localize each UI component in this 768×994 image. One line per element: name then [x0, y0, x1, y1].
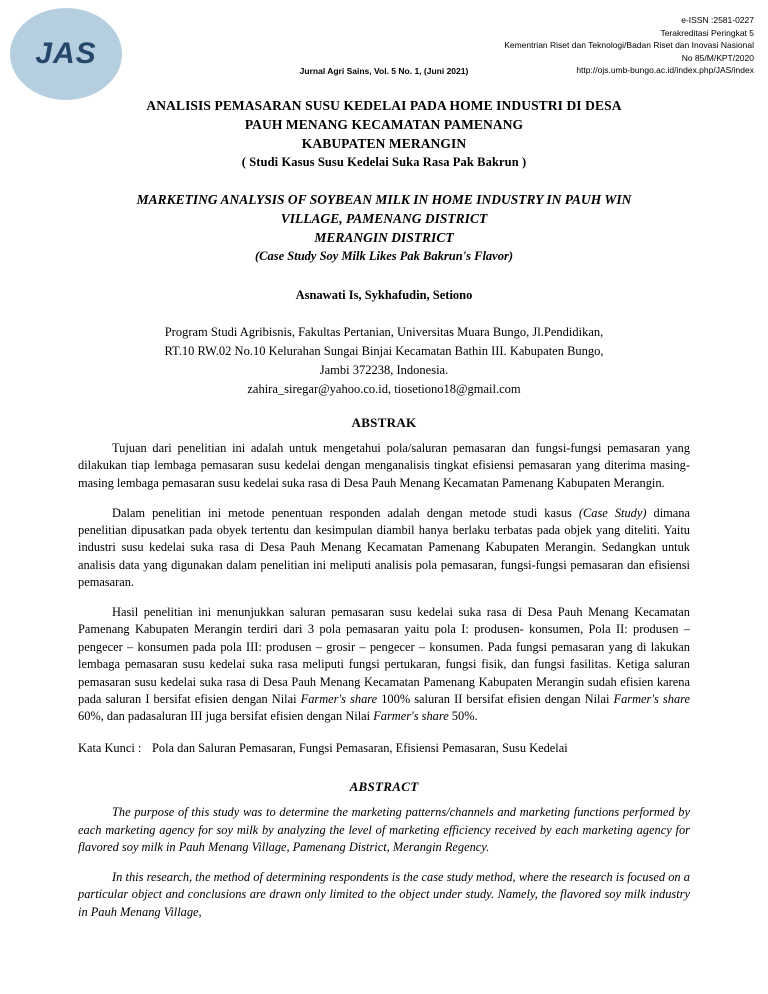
- abstrak-paragraph-3: [78, 604, 690, 726]
- affiliation-line2: RT.10 RW.02 No.10 Kelurahan Sungai Binjai Kecamatan Bathin III. Kabupaten Bungo,: [164, 344, 604, 358]
- ministry-line: Kementrian Riset dan Teknologi/Badan Riset dan Inovasi Nasional: [504, 40, 754, 50]
- title-en-line2: VILLAGE, PAMENANG DISTRICT: [280, 211, 488, 226]
- journal-issue-line: Jurnal Agri Sains, Vol. 5 No. 1, (Juni 2021): [299, 66, 469, 76]
- abstrak-p3-part-d: 50%.: [448, 709, 478, 724]
- abstrak-paragraph-2: [78, 505, 690, 592]
- decree-line: No 85/M/KPT/2020: [681, 52, 754, 63]
- affiliation-block: [78, 323, 690, 380]
- keywords-value: Pola dan Saluran Pemasaran, Fungsi Pemasaran, Efisiensi Pemasaran, Susu Kedelai: [152, 740, 568, 755]
- affiliation-line3: Jambi 372238, Indonesia.: [319, 363, 449, 377]
- title-id-line3: KABUPATEN MERANGIN: [301, 136, 467, 151]
- title-english: [78, 190, 690, 266]
- journal-logo-text: JAS: [35, 37, 97, 70]
- abstract-paragraph-1: The purpose of this study was to determine the marketing patterns/channels and marketing functions performed by each marketing agency for soy milk by analyzing the level of marketing efficiency received by each marketing agency for flavored soy milk in Pauh Menang Village, Pamenang District, Merangin Regency.: [78, 805, 690, 855]
- title-id-line4: ( Studi Kasus Susu Kedelai Suka Rasa Pak Bakrun ): [241, 155, 527, 169]
- abstrak-heading: ABSTRAK: [351, 415, 417, 430]
- abstract-paragraph-2: In this research, the method of determining respondents is the case study method, where the research is focused on a particular object and conclusions are drawn only limited to the object under study. Namely, the flavored soy milk industry in Pauh Menang Village,: [78, 869, 690, 919]
- journal-url[interactable]: http://ojs.umb-bungo.ac.id/index.php/JAS/index: [576, 65, 754, 75]
- title-en-line4: (Case Study Soy Milk Likes Pak Bakrun's Flavor): [254, 249, 513, 263]
- title-id-line2: PAUH MENANG KECAMATAN PAMENANG: [244, 117, 524, 132]
- abstrak-p3-part-c: 60%, dan padasaluran III juga bersifat efisien dengan Nilai: [78, 709, 374, 724]
- journal-logo: [10, 8, 122, 100]
- abstrak-p2-part-a: Dalam penelitian ini metode penentuan responden adalah dengan metode studi kasus: [112, 505, 579, 520]
- accreditation-line: Terakreditasi Peringkat 5: [660, 27, 754, 38]
- abstrak-p3-italic-3: Farmer's share: [373, 709, 449, 724]
- abstract-english-block: [78, 804, 690, 921]
- title-indonesian: [78, 96, 690, 172]
- paper-content: [78, 96, 690, 934]
- abstrak-p3-italic-1: Farmer's share: [300, 692, 378, 707]
- abstrak-p2-part-b: dimana penelitian dipusatkan pada obyek tertentu dan kesimpulan diambil hanya berlaku terbatas pada objek yang diteliti. Yaitu industri susu kedelai suka rasa di Desa Pauh Menang Kecamatan Pamenang Kabupaten Merangin. Sedangkan untuk analisis data yang digunakan dalam penelitian ini meliputi analisis pola pemasaran, fungsi-fungsi pemasaran dan efisiensi pemasaran.: [78, 505, 690, 590]
- title-en-line3: MERANGIN DISTRICT: [314, 230, 454, 245]
- author-emails[interactable]: zahira_siregar@yahoo.co.id, tiosetiono18@gmail.com: [247, 382, 521, 396]
- title-en-line1: MARKETING ANALYSIS OF SOYBEAN MILK IN HOME INDUSTRY IN PAUH WIN: [136, 192, 632, 207]
- eissn-line: e-ISSN :2581-0227: [681, 15, 754, 25]
- author-list: Asnawati Is, Sykhafudin, Setiono: [295, 288, 473, 302]
- abstract-heading: ABSTRACT: [349, 779, 419, 795]
- keywords-block: [78, 740, 690, 757]
- abstrak-paragraph-1: Tujuan dari penelitian ini adalah untuk mengetahui pola/saluran pemasaran dan fungsi-fungsi pemasaran yang dilakukan tiap lembaga pemasaran susu kedelai dengan menganalisis tingkat efisiensi pemasaran yang diterima masing-masing lembaga pemasaran susu kedelai suka rasa di Desa Pauh Menang Kecamatan Pamenang Kabupaten Merangin.: [78, 441, 690, 490]
- abstrak-p2-italic: (Case Study): [578, 505, 647, 520]
- affiliation-line1: Program Studi Agribisnis, Fakultas Pertanian, Universitas Muara Bungo, Jl.Pendidikan,: [164, 325, 604, 339]
- abstrak-p3-part-a: Hasil penelitian ini menunjukkan saluran pemasaran susu kedelai suka rasa di Desa Pauh Menang Kecamatan Pamenang Kabupaten Merangin terdiri dari 3 pola pemasaran yaitu pola I: produsen- konsumen, Pola II: produsen – pengecer – konsumen pada pola III: produsen – grosir – pengecer – konsumen. Pada fungsi pemasaran yang di lakukan lembaga pemasaran susu kedelai suka rasa meliputi fungsi pertukaran, fungsi fisik, dan fungsi fasilitas. Ketiga saluran pemasaran susu kedelai suka rasa di Desa Pauh Menang Kecamatan Pamenang Kabupaten Merangin sudah efisien karena pada saluran I bersifat efisien dengan Nilai: [78, 605, 690, 707]
- keywords-label: Kata Kunci :: [78, 740, 142, 755]
- title-id-line1: ANALISIS PEMASARAN SUSU KEDELAI PADA HOME INDUSTRI DI DESA: [146, 98, 622, 113]
- abstrak-p3-part-b: 100% saluran II bersifat efisien dengan Nilai: [377, 692, 614, 707]
- abstrak-p3-italic-2: Farmer's share: [613, 692, 691, 707]
